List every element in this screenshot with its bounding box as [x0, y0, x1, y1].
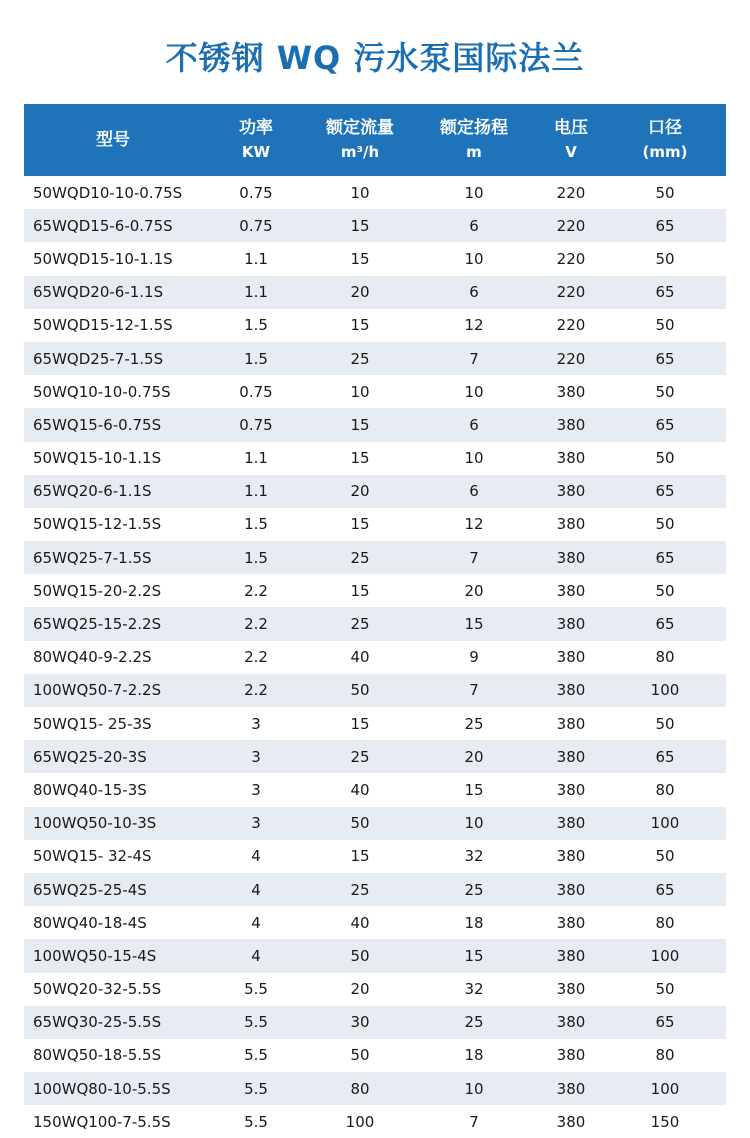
header-head-unit: m — [466, 143, 482, 161]
cell-diameter: 80 — [655, 1046, 675, 1065]
cell-model: 65WQD15-6-0.75S — [33, 216, 173, 235]
cell-head: 6 — [469, 216, 479, 235]
cell-flow: 15 — [350, 415, 370, 434]
cell-flow: 20 — [350, 482, 370, 501]
header-voltage-unit: V — [565, 143, 577, 161]
cell-diameter: 50 — [655, 382, 675, 401]
spec-table — [24, 104, 726, 1138]
cell-head: 6 — [469, 482, 479, 501]
cell-head: 10 — [464, 1079, 484, 1098]
cell-model: 150WQ100-7-5.5S — [33, 1112, 171, 1131]
cell-head: 15 — [464, 615, 484, 634]
cell-model: 65WQ20-6-1.1S — [33, 482, 152, 501]
cell-diameter: 65 — [655, 216, 675, 235]
cell-head: 10 — [464, 183, 484, 202]
table-row — [24, 1006, 726, 1039]
cell-power: 5.5 — [244, 980, 268, 999]
cell-voltage: 380 — [556, 415, 586, 434]
table-row — [24, 1072, 726, 1105]
table-row — [24, 740, 726, 773]
cell-diameter: 65 — [655, 747, 675, 766]
cell-model: 65WQ30-25-5.5S — [33, 1013, 162, 1032]
cell-head: 10 — [464, 449, 484, 468]
header-flow-label: 额定流量 — [326, 118, 394, 138]
cell-voltage: 380 — [556, 615, 586, 634]
cell-voltage: 220 — [556, 349, 586, 368]
cell-flow: 15 — [350, 581, 370, 600]
cell-head: 7 — [469, 1112, 479, 1131]
cell-diameter: 65 — [655, 1013, 675, 1032]
cell-power: 4 — [251, 880, 261, 899]
cell-flow: 15 — [350, 216, 370, 235]
cell-power: 1.1 — [244, 482, 268, 501]
cell-head: 18 — [464, 913, 484, 932]
cell-model: 50WQ10-10-0.75S — [33, 382, 171, 401]
cell-head: 12 — [464, 316, 484, 335]
cell-head: 25 — [464, 714, 484, 733]
header-diameter-unit: (mm) — [642, 143, 688, 161]
cell-model: 80WQ40-18-4S — [33, 913, 147, 932]
cell-flow: 25 — [350, 349, 370, 368]
table-row — [24, 1039, 726, 1072]
cell-model: 65WQ25-15-2.2S — [33, 615, 162, 634]
header-head — [410, 104, 538, 176]
cell-diameter: 150 — [650, 1112, 680, 1131]
cell-flow: 25 — [350, 747, 370, 766]
cell-model: 100WQ50-7-2.2S — [33, 681, 162, 700]
cell-flow: 30 — [350, 1013, 370, 1032]
cell-head: 9 — [469, 648, 479, 667]
cell-power: 1.1 — [244, 249, 268, 268]
cell-flow: 50 — [350, 814, 370, 833]
cell-model: 50WQD15-10-1.1S — [33, 249, 173, 268]
header-flow — [310, 104, 410, 176]
cell-voltage: 380 — [556, 1079, 586, 1098]
cell-diameter: 65 — [655, 615, 675, 634]
cell-model: 80WQ40-9-2.2S — [33, 648, 152, 667]
cell-head: 32 — [464, 847, 484, 866]
cell-voltage: 380 — [556, 1112, 586, 1131]
cell-model: 50WQ15- 25-3S — [33, 714, 152, 733]
cell-diameter: 80 — [655, 780, 675, 799]
cell-flow: 25 — [350, 615, 370, 634]
cell-power: 3 — [251, 747, 261, 766]
cell-voltage: 380 — [556, 482, 586, 501]
cell-voltage: 380 — [556, 648, 586, 667]
cell-head: 20 — [464, 747, 484, 766]
header-power — [202, 104, 310, 176]
cell-power: 4 — [251, 946, 261, 965]
cell-diameter: 50 — [655, 714, 675, 733]
cell-voltage: 380 — [556, 946, 586, 965]
cell-voltage: 380 — [556, 880, 586, 899]
cell-voltage: 380 — [556, 581, 586, 600]
cell-head: 7 — [469, 681, 479, 700]
cell-power: 0.75 — [239, 382, 273, 401]
cell-model: 50WQ15- 32-4S — [33, 847, 152, 866]
cell-voltage: 380 — [556, 847, 586, 866]
cell-flow: 10 — [350, 183, 370, 202]
cell-diameter: 100 — [650, 946, 680, 965]
table-row — [24, 939, 726, 972]
cell-head: 12 — [464, 515, 484, 534]
cell-model: 65WQD20-6-1.1S — [33, 283, 164, 302]
header-model-label: 型号 — [96, 130, 130, 150]
cell-head: 25 — [464, 1013, 484, 1032]
header-row — [24, 104, 726, 176]
cell-model: 65WQ15-6-0.75S — [33, 415, 162, 434]
cell-flow: 15 — [350, 249, 370, 268]
cell-flow: 40 — [350, 780, 370, 799]
cell-voltage: 220 — [556, 216, 586, 235]
table-row — [24, 807, 726, 840]
cell-model: 80WQ50-18-5.5S — [33, 1046, 162, 1065]
cell-head: 7 — [469, 349, 479, 368]
cell-diameter: 80 — [655, 648, 675, 667]
cell-power: 0.75 — [239, 415, 273, 434]
cell-flow: 15 — [350, 847, 370, 866]
cell-model: 65WQ25-25-4S — [33, 880, 147, 899]
page-title: 不锈钢 WQ 污水泵国际法兰 — [165, 39, 585, 77]
cell-head: 6 — [469, 415, 479, 434]
cell-head: 32 — [464, 980, 484, 999]
cell-head: 20 — [464, 581, 484, 600]
table-row — [24, 641, 726, 674]
table-row — [24, 607, 726, 640]
cell-power: 2.2 — [244, 681, 268, 700]
table-row — [24, 973, 726, 1006]
cell-model: 50WQ15-20-2.2S — [33, 581, 162, 600]
cell-diameter: 65 — [655, 482, 675, 501]
table-row — [24, 906, 726, 939]
cell-diameter: 100 — [650, 1079, 680, 1098]
cell-flow: 25 — [350, 880, 370, 899]
cell-flow: 10 — [350, 382, 370, 401]
cell-diameter: 50 — [655, 515, 675, 534]
header-flow-unit: m³/h — [340, 143, 380, 161]
table-row — [24, 342, 726, 375]
table-header — [24, 104, 726, 176]
cell-diameter: 50 — [655, 847, 675, 866]
cell-power: 4 — [251, 913, 261, 932]
cell-flow: 50 — [350, 1046, 370, 1065]
cell-voltage: 380 — [556, 382, 586, 401]
table-row — [24, 475, 726, 508]
table-row — [24, 541, 726, 574]
header-power-unit: KW — [241, 143, 271, 161]
cell-head: 18 — [464, 1046, 484, 1065]
table-row — [24, 1105, 726, 1138]
cell-power: 1.1 — [244, 449, 268, 468]
cell-power: 1.5 — [244, 316, 268, 335]
cell-flow: 15 — [350, 316, 370, 335]
table-body — [24, 176, 726, 1138]
cell-head: 10 — [464, 249, 484, 268]
cell-power: 1.1 — [244, 283, 268, 302]
cell-model: 50WQD15-12-1.5S — [33, 316, 173, 335]
cell-power: 1.5 — [244, 349, 268, 368]
cell-model: 80WQ40-15-3S — [33, 780, 147, 799]
table-row — [24, 442, 726, 475]
cell-voltage: 380 — [556, 449, 586, 468]
cell-voltage: 380 — [556, 1013, 586, 1032]
header-diameter-label: 口径 — [648, 118, 682, 138]
table-row — [24, 840, 726, 873]
cell-flow: 100 — [345, 1112, 375, 1131]
cell-power: 2.2 — [244, 581, 268, 600]
cell-power: 2.2 — [244, 615, 268, 634]
cell-power: 0.75 — [239, 216, 273, 235]
header-model — [24, 104, 202, 176]
cell-power: 0.75 — [239, 183, 273, 202]
cell-diameter: 50 — [655, 980, 675, 999]
cell-flow: 50 — [350, 681, 370, 700]
cell-voltage: 380 — [556, 814, 586, 833]
cell-voltage: 380 — [556, 515, 586, 534]
cell-power: 5.5 — [244, 1046, 268, 1065]
cell-voltage: 380 — [556, 1046, 586, 1065]
cell-head: 6 — [469, 283, 479, 302]
table-row — [24, 707, 726, 740]
cell-diameter: 65 — [655, 548, 675, 567]
table-row — [24, 574, 726, 607]
cell-model: 50WQ15-12-1.5S — [33, 515, 162, 534]
table-row — [24, 375, 726, 408]
cell-voltage: 220 — [556, 283, 586, 302]
table-row — [24, 508, 726, 541]
cell-diameter: 65 — [655, 349, 675, 368]
cell-diameter: 65 — [655, 415, 675, 434]
cell-flow: 20 — [350, 283, 370, 302]
cell-voltage: 380 — [556, 913, 586, 932]
cell-voltage: 220 — [556, 249, 586, 268]
cell-power: 4 — [251, 847, 261, 866]
cell-diameter: 65 — [655, 283, 675, 302]
cell-diameter: 50 — [655, 249, 675, 268]
cell-flow: 40 — [350, 648, 370, 667]
cell-flow: 25 — [350, 548, 370, 567]
table-row — [24, 873, 726, 906]
cell-voltage: 380 — [556, 548, 586, 567]
cell-flow: 15 — [350, 515, 370, 534]
cell-model: 65WQD25-7-1.5S — [33, 349, 164, 368]
cell-head: 15 — [464, 946, 484, 965]
cell-diameter: 100 — [650, 814, 680, 833]
cell-power: 3 — [251, 714, 261, 733]
cell-power: 3 — [251, 814, 261, 833]
cell-power: 1.5 — [244, 548, 268, 567]
header-head-label: 额定扬程 — [440, 118, 508, 138]
header-voltage — [538, 104, 604, 176]
cell-diameter: 50 — [655, 581, 675, 600]
table-row — [24, 674, 726, 707]
table-row — [24, 408, 726, 441]
cell-flow: 80 — [350, 1079, 370, 1098]
cell-model: 50WQD10-10-0.75S — [33, 183, 183, 202]
cell-diameter: 50 — [655, 449, 675, 468]
cell-voltage: 380 — [556, 681, 586, 700]
cell-flow: 15 — [350, 449, 370, 468]
cell-diameter: 65 — [655, 880, 675, 899]
table-row — [24, 309, 726, 342]
cell-diameter: 50 — [655, 183, 675, 202]
cell-diameter: 100 — [650, 681, 680, 700]
table-row — [24, 176, 726, 209]
table-row — [24, 209, 726, 242]
cell-voltage: 380 — [556, 714, 586, 733]
cell-voltage: 380 — [556, 747, 586, 766]
cell-power: 1.5 — [244, 515, 268, 534]
cell-head: 10 — [464, 382, 484, 401]
cell-flow: 15 — [350, 714, 370, 733]
table-row — [24, 276, 726, 309]
cell-diameter: 80 — [655, 913, 675, 932]
cell-voltage: 220 — [556, 183, 586, 202]
header-diameter — [604, 104, 726, 176]
cell-model: 50WQ20-32-5.5S — [33, 980, 162, 999]
cell-power: 5.5 — [244, 1079, 268, 1098]
cell-power: 3 — [251, 780, 261, 799]
cell-head: 10 — [464, 814, 484, 833]
cell-head: 15 — [464, 780, 484, 799]
cell-head: 7 — [469, 548, 479, 567]
cell-model: 50WQ15-10-1.1S — [33, 449, 162, 468]
table-row — [24, 242, 726, 275]
cell-head: 25 — [464, 880, 484, 899]
cell-power: 5.5 — [244, 1112, 268, 1131]
cell-diameter: 50 — [655, 316, 675, 335]
cell-model: 100WQ80-10-5.5S — [33, 1079, 171, 1098]
header-voltage-label: 电压 — [554, 118, 588, 138]
cell-power: 5.5 — [244, 1013, 268, 1032]
cell-flow: 20 — [350, 980, 370, 999]
table-row — [24, 773, 726, 806]
cell-power: 2.2 — [244, 648, 268, 667]
cell-model: 100WQ50-10-3S — [33, 814, 157, 833]
header-power-label: 功率 — [239, 118, 273, 138]
cell-model: 65WQ25-20-3S — [33, 747, 147, 766]
cell-flow: 40 — [350, 913, 370, 932]
cell-voltage: 220 — [556, 316, 586, 335]
cell-flow: 50 — [350, 946, 370, 965]
cell-voltage: 380 — [556, 780, 586, 799]
cell-model: 100WQ50-15-4S — [33, 946, 157, 965]
cell-voltage: 380 — [556, 980, 586, 999]
cell-model: 65WQ25-7-1.5S — [33, 548, 152, 567]
